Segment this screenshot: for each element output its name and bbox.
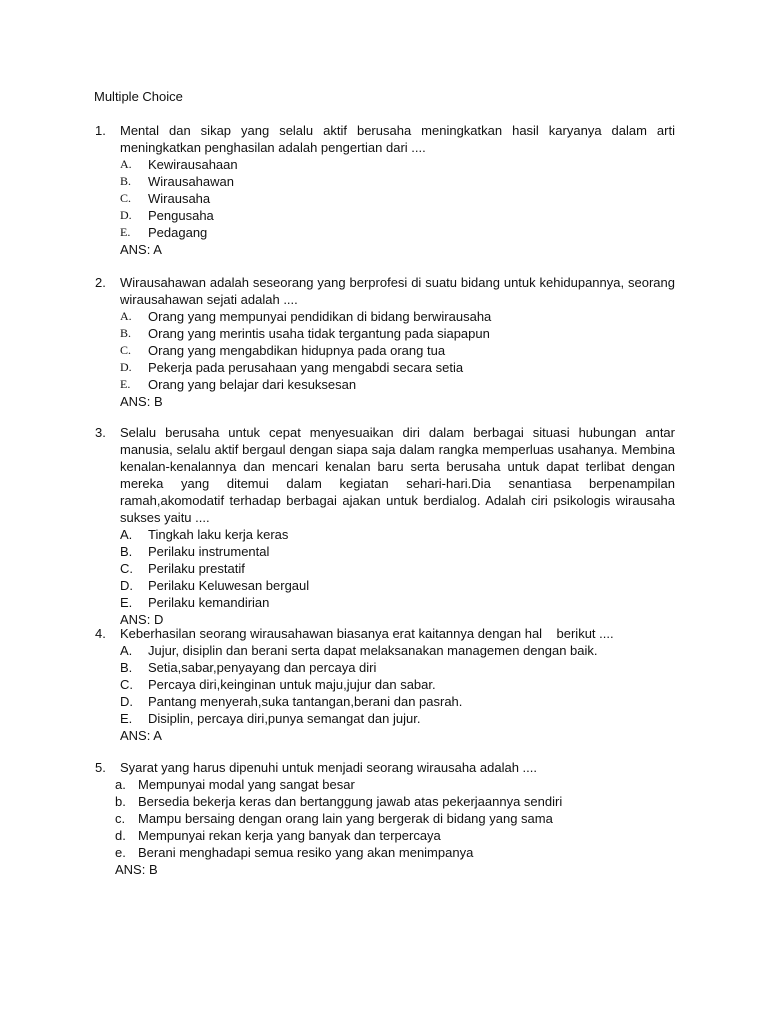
option-text: Perilaku kemandirian	[148, 595, 270, 610]
option-letter: C.	[120, 191, 132, 205]
option-letter: D.	[120, 578, 133, 593]
option-letter: E.	[120, 225, 131, 239]
option-list	[120, 642, 675, 727]
option-text: Perilaku Keluwesan bergaul	[148, 578, 310, 593]
answer-key: ANS: B	[120, 394, 163, 409]
option-letter: e.	[115, 845, 126, 860]
question-5	[95, 759, 675, 878]
question-3	[95, 424, 675, 628]
option-letter: a.	[115, 777, 126, 792]
option-item	[115, 793, 675, 810]
answer-key: ANS: A	[120, 728, 162, 743]
page-heading: Multiple Choice	[94, 89, 183, 104]
option-text: Mempunyai modal yang sangat besar	[138, 777, 355, 792]
option-item	[120, 156, 675, 173]
option-item	[120, 710, 675, 727]
option-text: Pedagang	[148, 225, 208, 240]
option-item	[120, 359, 675, 376]
answer-key: ANS: B	[115, 862, 158, 877]
option-item	[120, 376, 675, 393]
question-text: Keberhasilan seorang wirausahawan biasanya erat kaitannya dengan hal berikut ....	[120, 626, 614, 641]
question-number: 2.	[95, 275, 106, 290]
option-letter: C.	[120, 561, 133, 576]
option-letter: A.	[120, 643, 133, 658]
option-text: Pekerja pada perusahaan yang mengabdi secara setia	[148, 360, 464, 375]
option-text: Orang yang mengabdikan hidupnya pada orang tua	[148, 343, 446, 358]
option-text: Orang yang merintis usaha tidak tergantung pada siapapun	[148, 326, 490, 341]
option-item	[120, 325, 675, 342]
option-text: Disiplin, percaya diri,punya semangat dan jujur.	[148, 711, 421, 726]
question-4	[95, 625, 675, 744]
question-number: 4.	[95, 626, 106, 641]
question-number: 1.	[95, 123, 106, 138]
option-text: Perilaku instrumental	[148, 544, 270, 559]
option-letter: A.	[120, 157, 132, 171]
option-item	[120, 577, 675, 594]
option-list	[115, 776, 675, 861]
option-text: Mampu bersaing dengan orang lain yang bergerak di bidang yang sama	[138, 811, 553, 826]
option-item	[120, 342, 675, 359]
option-item	[120, 173, 675, 190]
option-item	[115, 827, 675, 844]
option-text: Berani menghadapi semua resiko yang akan menimpanya	[138, 845, 474, 860]
option-item	[120, 207, 675, 224]
option-text: Percaya diri,keinginan untuk maju,jujur dan sabar.	[148, 677, 436, 692]
option-text: Setia,sabar,penyayang dan percaya diri	[148, 660, 377, 675]
option-list	[120, 526, 675, 611]
option-item	[120, 224, 675, 241]
option-text: Jujur, disiplin dan berani serta dapat melaksanakan managemen dengan baik.	[148, 643, 598, 658]
option-text: Pengusaha	[148, 208, 214, 223]
question-2	[95, 274, 675, 410]
question-text: Selalu berusaha untuk cepat menyesuaikan diri dalam berbagai situasi hubungan antar manusia, selalu aktif bergaul dengan siapa saja dalam rangka memperluas usahanya. Membina kenalan-kenalannya dan mencari kenalan baru serta berusaha untuk dapat terlibat dengan mereka yang ditemui dalam kegiatan sehari-hari.Dia senantiasa berpenampilan ramah,akomodatif terhadap berbagai ajakan untuk berdialog. Adalah ciri psikologis wirausaha sukses yaitu ....	[120, 425, 675, 525]
question-text: Wirausahawan adalah seseorang yang berprofesi di suatu bidang untuk kehidupannya, seorang wirausahawan sejati adalah ....	[120, 275, 675, 307]
option-item	[120, 676, 675, 693]
option-letter: A.	[120, 309, 132, 323]
option-text: Perilaku prestatif	[148, 561, 245, 576]
option-letter: b.	[115, 794, 126, 809]
option-item	[120, 693, 675, 710]
option-text: Bersedia bekerja keras dan bertanggung jawab atas pekerjaannya sendiri	[138, 794, 563, 809]
option-text: Tingkah laku kerja keras	[148, 527, 289, 542]
option-text: Kewirausahaan	[148, 157, 238, 172]
question-number: 3.	[95, 425, 106, 440]
option-letter: A.	[120, 527, 133, 542]
option-text: Mempunyai rekan kerja yang banyak dan terpercaya	[138, 828, 441, 843]
option-letter: d.	[115, 828, 126, 843]
question-number: 5.	[95, 760, 106, 775]
option-item	[120, 642, 675, 659]
answer-key: ANS: A	[120, 242, 162, 257]
question-text: Mental dan sikap yang selalu aktif berusaha meningkatkan hasil karyanya dalam arti meningkatkan penghasilan adalah pengertian dari ....	[120, 123, 675, 155]
option-letter: E.	[120, 377, 131, 391]
option-letter: D.	[120, 208, 132, 222]
option-item	[120, 659, 675, 676]
option-letter: D.	[120, 694, 133, 709]
option-list	[120, 156, 675, 241]
answer-key: ANS: D	[120, 612, 164, 627]
option-text: Orang yang belajar dari kesuksesan	[148, 377, 357, 392]
option-text: Pantang menyerah,suka tantangan,berani dan pasrah.	[148, 694, 463, 709]
option-item	[115, 776, 675, 793]
option-item	[120, 526, 675, 543]
option-letter: E.	[120, 595, 133, 610]
option-item	[120, 190, 675, 207]
option-list	[120, 308, 675, 393]
option-item	[120, 543, 675, 560]
option-item	[120, 308, 675, 325]
option-text: Orang yang mempunyai pendidikan di bidang berwirausaha	[148, 309, 492, 324]
question-1	[95, 122, 675, 258]
option-item	[115, 844, 675, 861]
option-item	[120, 560, 675, 577]
option-letter: c.	[115, 811, 126, 826]
option-letter: C.	[120, 677, 133, 692]
option-letter: B.	[120, 326, 132, 340]
question-text: Syarat yang harus dipenuhi untuk menjadi seorang wirausaha adalah ....	[120, 760, 537, 775]
option-item	[115, 810, 675, 827]
option-letter: B.	[120, 544, 133, 559]
option-letter: B.	[120, 660, 133, 675]
option-letter: B.	[120, 174, 132, 188]
option-letter: E.	[120, 711, 133, 726]
option-text: Wirausahawan	[148, 174, 234, 189]
option-letter: C.	[120, 343, 132, 357]
option-letter: D.	[120, 360, 132, 374]
option-item	[120, 594, 675, 611]
option-text: Wirausaha	[148, 191, 211, 206]
